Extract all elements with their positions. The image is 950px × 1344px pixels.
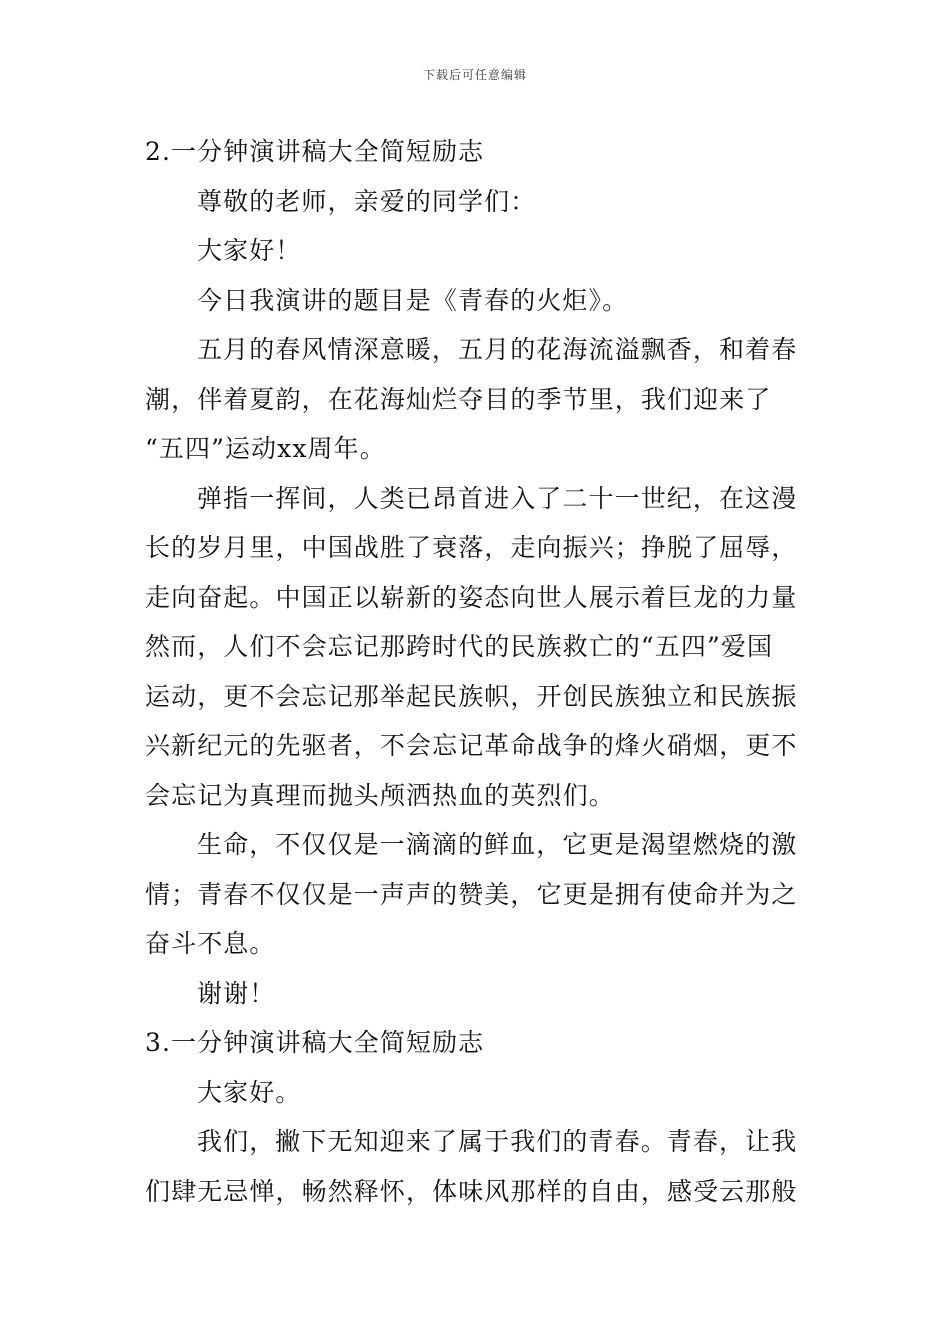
- paragraph-line: “五四”运动xx周年。: [145, 434, 386, 463]
- paragraph-line: 运动，更不会忘记那举起民族帜，开创民族独立和民族振: [145, 681, 798, 711]
- salutation: 尊敬的老师，亲爱的同学们：: [197, 186, 537, 216]
- greeting: 大家好！: [197, 236, 302, 265]
- paragraph-line: 会忘记为真理而抛头颅洒热血的英烈们。: [145, 780, 615, 810]
- paragraph-line: 生命，不仅仅是一滴滴的鲜血，它更是渴望燃烧的激: [197, 830, 798, 859]
- document-body: [145, 127, 810, 1216]
- paragraph-line: 今日我演讲的题目是《青春的火炬》。: [197, 285, 629, 315]
- paragraph-line: 我们，撇下无知迎来了属于我们的青春。青春，让我: [197, 1127, 798, 1156]
- page-header: 下载后可任意编辑: [422, 68, 527, 82]
- paragraph-line: 兴新纪元的先驱者，不会忘记革命战争的烽火硝烟，更不: [145, 731, 798, 760]
- paragraph-line: 五月的春风情深意暖，五月的花海流溢飘香，和着春: [197, 335, 798, 364]
- paragraph-line: 弹指一挥间，人类已昂首进入了二十一世纪，在这漫: [197, 483, 798, 513]
- paragraph-line: 潮，伴着夏韵，在花海灿烂夺目的季节里，我们迎来了: [145, 384, 772, 414]
- section-heading: 2.一分钟演讲稿大全简短励志: [145, 137, 485, 166]
- closing-thanks: 谢谢！: [197, 978, 276, 1008]
- paragraph-line: 长的岁月里，中国战胜了衰落，走向振兴；挣脱了屈辱，: [145, 533, 798, 562]
- paragraph-line: 们肆无忌惮，畅然释怀，体味风那样的自由，感受云那般: [145, 1176, 798, 1206]
- paragraph-line: 情；青春不仅仅是一声声的赞美，它更是拥有使命并为之: [145, 879, 798, 909]
- greeting: 大家好。: [197, 1077, 302, 1107]
- section-heading: 3.一分钟演讲稿大全简短励志: [145, 1028, 485, 1057]
- paragraph-line: 然而，人们不会忘记那跨时代的民族救亡的“五四”爱国: [145, 632, 774, 661]
- paragraph-line: 走向奋起。中国正以崭新的姿态向世人展示着巨龙的力量: [145, 582, 798, 612]
- paragraph-line: 奋斗不息。: [145, 929, 276, 958]
